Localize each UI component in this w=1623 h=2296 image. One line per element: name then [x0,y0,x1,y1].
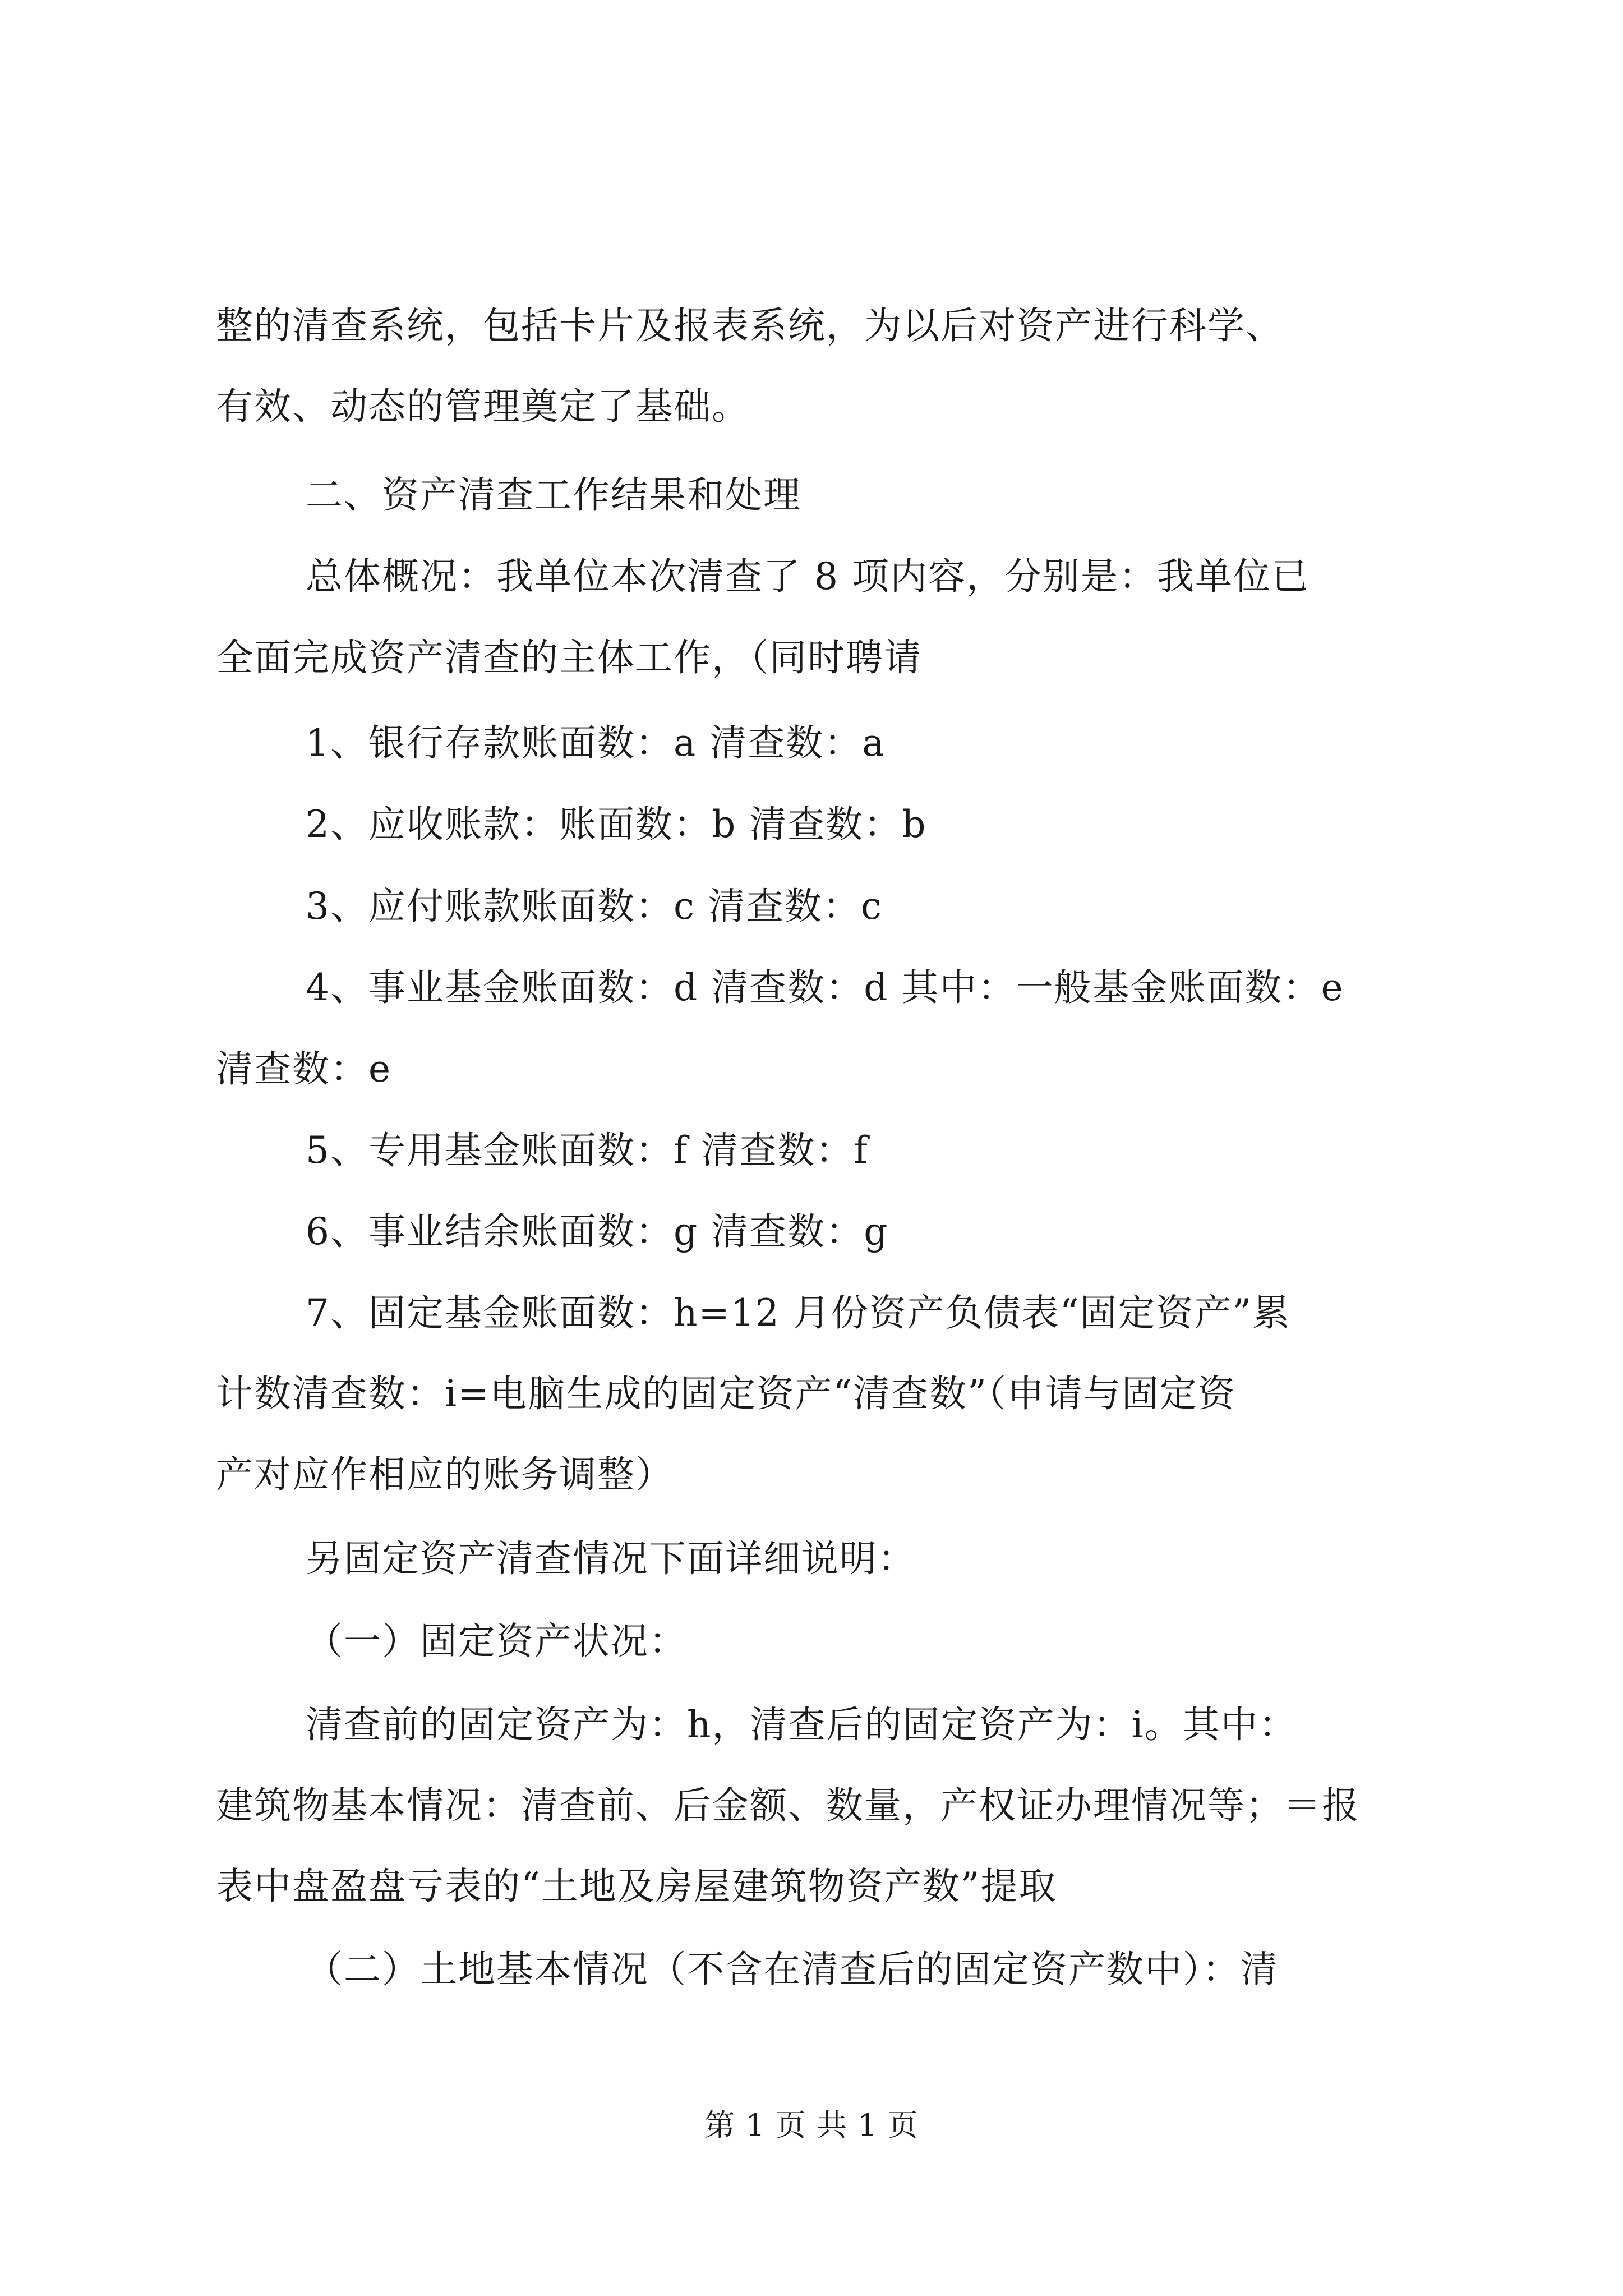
body-line: 计数清查数：i=电脑生成的固定资产“清查数”（申请与固定资 [216,1372,1236,1415]
body-line: 有效、动态的管理奠定了基础。 [216,385,750,428]
body-line: 整的清查系统，包括卡片及报表系统，为以后对资产进行科学、 [216,304,1284,347]
body-line: 建筑物基本情况：清查前、后金额、数量，产权证办理情况等；＝报 [216,1784,1360,1827]
list-item: 7、固定基金账面数：h=12 月份资产负债表“固定资产”累 [306,1291,1291,1335]
section-heading: 二、资产清查工作结果和处理 [306,473,801,517]
page-footer: 第 1 页 共 1 页 [704,2108,919,2143]
body-line: 全面完成资产清查的主体工作，（同时聘请 [216,636,922,679]
body-line: 产对应作相应的账务调整） [216,1453,674,1496]
list-item: 6、事业结余账面数：g 清查数：g [306,1210,889,1253]
list-item: 3、应付账款账面数：c 清查数：c [306,885,883,928]
list-item: 5、专用基金账面数：f 清查数：f [306,1129,869,1172]
subsection-heading: （一）固定资产状况： [306,1619,687,1663]
list-item: 1、银行存款账面数：a 清查数：a [306,721,886,765]
body-line: 总体概况：我单位本次清查了 8 项内容，分别是：我单位已 [306,555,1310,598]
body-line: 清查前的固定资产为：h，清查后的固定资产为：i。其中： [306,1703,1297,1746]
body-line: 表中盘盈盘亏表的“土地及房屋建筑物资产数”提取 [216,1865,1057,1908]
list-item: 2、应收账款：账面数：b 清查数：b [306,803,927,846]
list-item: 4、事业基金账面数：d 清查数：d 其中：一般基金账面数：e [306,966,1344,1009]
body-line: 另固定资产清查情况下面详细说明： [306,1537,916,1580]
body-line: 清查数：e [216,1047,392,1091]
subsection-heading: （二）土地基本情况（不含在清查后的固定资产数中）：清 [306,1948,1279,1991]
